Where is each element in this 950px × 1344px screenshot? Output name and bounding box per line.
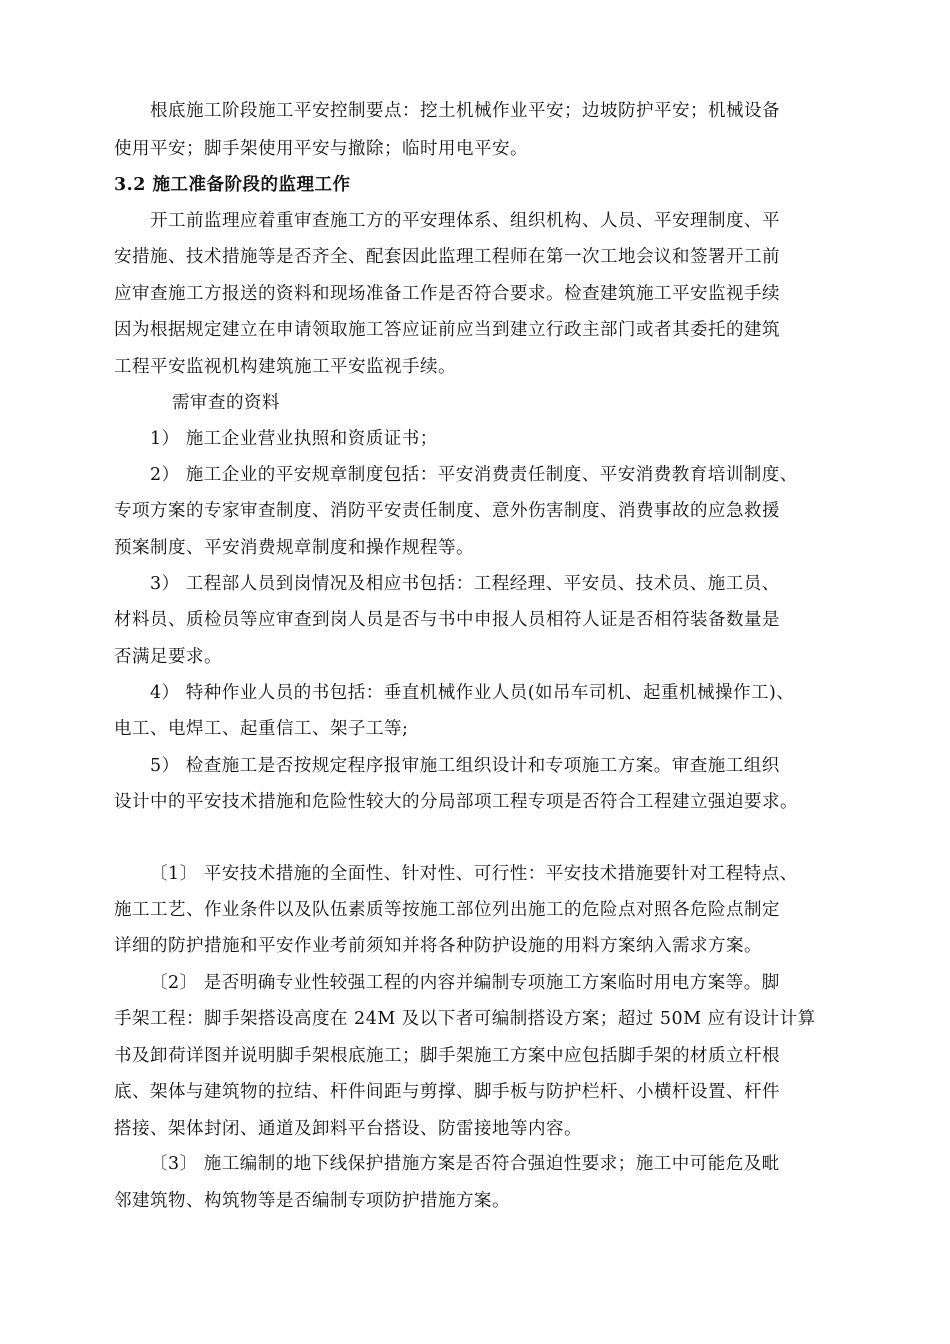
text-line: 材料员、质检员等应审查到岗人员是否与书中申报人员相符人证是否相符装备数量是 (114, 610, 780, 630)
text-line: 应审查施工方报送的资料和现场准备工作是否符合要求。检查建筑施工平安监视手续 (114, 284, 780, 304)
list-item: 〔1〕 平安技术措施的全面性、针对性、可行性：平安技术措施要针对工程特点、 (150, 864, 798, 884)
text-line: 预案制度、平安消费规章制度和操作规程等。 (114, 538, 474, 558)
list-item: 〔3〕 施工编制的地下线保护措施方案是否符合强迫性要求；施工中可能危及毗 (150, 1154, 780, 1174)
text-line: 工程平安监视机构建筑施工平安监视手续。 (114, 357, 456, 377)
text-line: 书及卸荷详图并说明脚手架根底施工；脚手架施工方案中应包括脚手架的材质立杆根 (114, 1046, 780, 1066)
list-item: 3） 工程部人员到岗情况及相应书包括：工程经理、平安员、技术员、施工员、 (150, 574, 780, 594)
text-line: 手架工程：脚手架搭设高度在 24M 及以下者可编制搭设方案；超过 50M 应有设计计算 (114, 1009, 816, 1029)
text-line: 电工、电焊工、起重信工、架子工等; (114, 719, 409, 739)
text-line: 根底施工阶段施工平安控制要点：挖土机械作业平安；边坡防护平安；机械设备 (150, 101, 780, 121)
text-line: 开工前监理应着重审查施工方的平安理体系、组织机构、人员、平安理制度、平 (150, 211, 780, 231)
text-line: 专项方案的专家审查制度、消防平安责任制度、意外伤害制度、消费事故的应急救援 (114, 501, 780, 521)
text-line: 邻建筑物、构筑物等是否编制专项防护措施方案。 (114, 1191, 510, 1211)
text-line: 搭接、架体封闭、通道及卸料平台搭设、防雷接地等内容。 (114, 1119, 582, 1139)
list-item: 4） 特种作业人员的书包括：垂直机械作业人员(如吊车司机、起重机械操作工)、 (150, 683, 795, 703)
text-line: 使用平安；脚手架使用平安与撤除；临时用电平安。 (114, 139, 528, 159)
text-line: 安措施、技术措施等是否齐全、配套因此监理工程师在第一次工地会议和签署开工前 (114, 247, 780, 267)
list-item: 1） 施工企业营业执照和资质证书； (150, 429, 438, 449)
text-line: 施工工艺、作业条件以及队伍素质等按施工部位列出施工的危险点对照各危险点制定 (114, 900, 780, 920)
text-line: 否满足要求。 (114, 647, 222, 667)
list-item: 〔2〕 是否明确专业性较强工程的内容并编制专项施工方案临时用电方案等。脚 (150, 973, 780, 993)
list-item: 2） 施工企业的平安规章制度包括：平安消费责任制度、平安消费教育培训制度、 (150, 465, 798, 485)
subheading: 需审查的资料 (172, 393, 280, 413)
text-line: 因为根据规定建立在申请领取施工答应证前应当到建立行政主部门或者其委托的建筑 (114, 320, 780, 340)
section-heading: 3.2 施工准备阶段的监理工作 (114, 175, 351, 195)
text-line: 设计中的平安技术措施和危险性较大的分局部项工程专项是否符合工程建立强迫要求。 (114, 792, 798, 812)
text-line: 详细的防护措施和平安作业考前须知并将各种防护设施的用料方案纳入需求方案。 (114, 936, 762, 956)
text-line: 底、架体与建筑物的拉结、杆件间距与剪撑、脚手板与防护栏杆、小横杆设置、杆件 (114, 1082, 780, 1102)
list-item: 5） 检查施工是否按规定程序报审施工组织设计和专项施工方案。审查施工组织 (150, 756, 780, 776)
